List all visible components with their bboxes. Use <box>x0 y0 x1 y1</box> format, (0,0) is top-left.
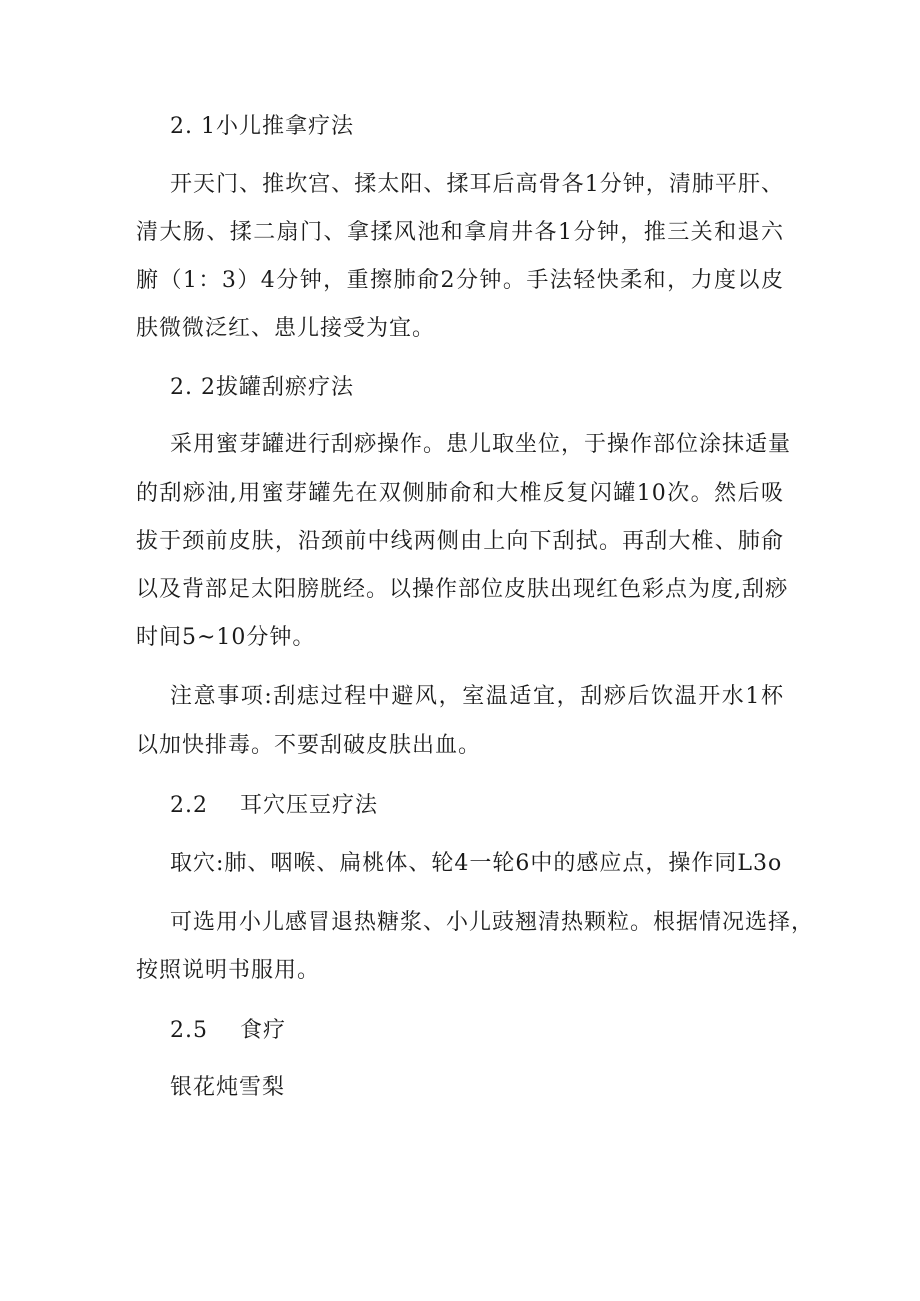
paragraph-line: 拔于颈前皮肤，沿颈前中线两侧由上向下刮拭。再刮大椎、肺俞 <box>136 529 784 554</box>
paragraph-line: 时间5~10分钟。 <box>136 625 316 650</box>
note-line: 以加快排毒。不要刮破皮肤出血。 <box>136 733 482 758</box>
paragraph-line: 肤微微泛红、患儿接受为宜。 <box>136 316 436 341</box>
section-heading-2-5: 2.5 食疗 <box>170 1018 286 1043</box>
section-heading-2-2-ear: 2.2 耳穴压豆疗法 <box>170 793 378 818</box>
paragraph-line: 清大肠、揉二扇门、拿揉风池和拿肩井各1分钟，推三关和退六 <box>136 220 784 245</box>
section-heading-2-2-cupping: 2. 2拔罐刮瘀疗法 <box>170 375 354 400</box>
paragraph-line: 可选用小儿感冒退热糖浆、小儿豉翘清热颗粒。根据情况选择， <box>170 910 815 935</box>
paragraph-line: 采用蜜芽罐进行刮痧操作。患儿取坐位，于操作部位涂抹适量 <box>170 432 792 457</box>
note-line: 注意事项:刮痣过程中避风，室温适宜，刮痧后饮温开水1杯 <box>170 684 784 709</box>
paragraph-line: 开天门、推坎宫、揉太阳、揉耳后高骨各1分钟，清肺平肝、 <box>170 172 784 197</box>
paragraph-line: 以及背部足太阳膀胱经。以操作部位皮肤出现红色彩点为度,刮痧 <box>136 577 788 602</box>
paragraph-line: 的刮痧油,用蜜芽罐先在双侧肺俞和大椎反复闪罐10次。然后吸 <box>136 481 784 506</box>
paragraph-line: 按照说明书服用。 <box>136 958 321 983</box>
recipe-line: 银花炖雪梨 <box>170 1075 286 1100</box>
acupoint-line: 取穴:肺、咽喉、扁桃体、轮4一轮6中的感应点，操作同L3o <box>170 851 783 876</box>
paragraph-line: 腑（1：3）4分钟，重擦肺俞2分钟。手法轻快柔和，力度以皮 <box>136 268 784 293</box>
section-heading-2-1: 2. 1小儿推拿疗法 <box>170 114 354 139</box>
